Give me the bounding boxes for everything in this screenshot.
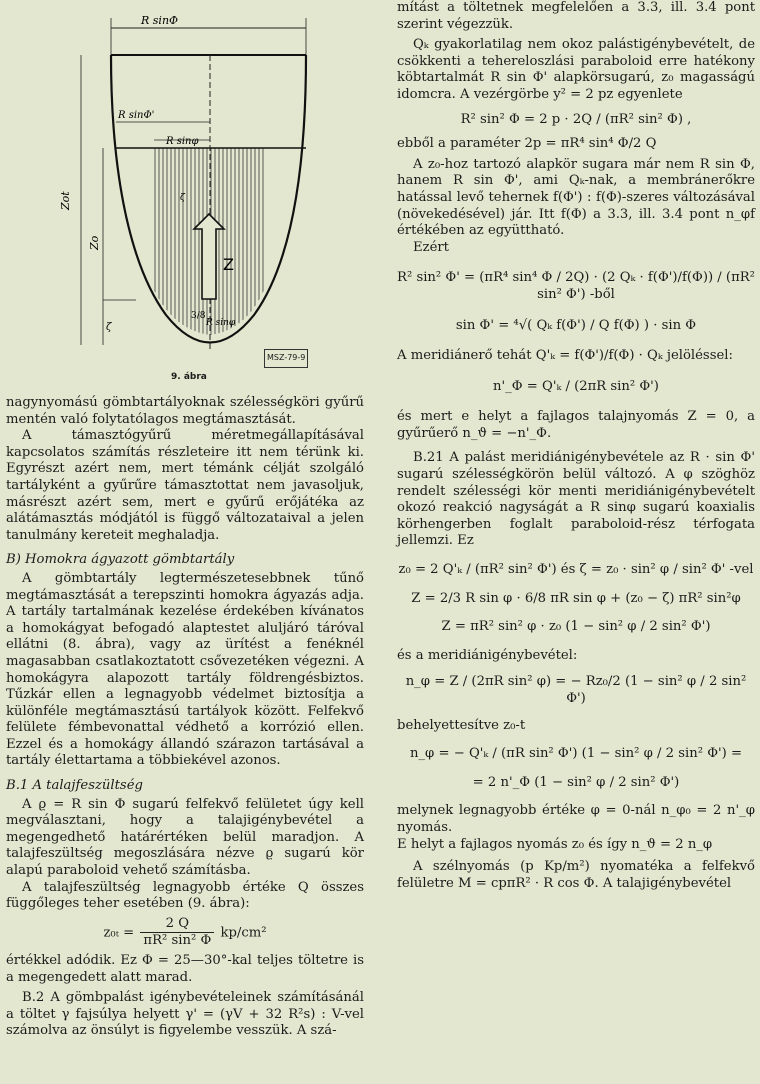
equation-10: n_φ = − Q'ₖ / (πR sin² Φ') (1 − sin² φ / 2 sin² Φ') =: [409, 746, 743, 762]
right-paragraph-2: Qₖ gyakorlatilag nem okoz palástigénybevételt, de csökkenti a tehereloszlási paraboloid erre hatékony köbtartalmát R sin Φ' alapkörsugarú, z₀ magasságú idomcra. A vezérgörbe y² = 2 pz egyenlete: [397, 37, 755, 102]
right-paragraph-8: B.21 A palást meridiánigénybevétele az R · sin Φ' sugarú szélességkörön belül változó. A φ szöghöz rendelt szélességi kör menti meridiánigénybevételt okozó reakció nagyságát a R sinφ sugarú koaxialis körhengerben foglalt paraboloid-rész térfogata jellemzi. Ez: [397, 450, 755, 549]
right-paragraph-7: és mert e helyt a fajlagos talajnyomás Z = 0, a gyűrűerő n_ϑ = −n'_Φ.: [397, 409, 755, 441]
right-paragraph-3: ebből a paraméter 2p = πR⁴ sin⁴ Φ/2 Q: [397, 136, 657, 152]
right-paragraph-12: E helyt a fajlagos nyomás z₀ és így n_ϑ = 2 n_φ: [397, 836, 713, 852]
label-r-sin-phi-top: R sinΦ: [141, 14, 179, 27]
left-paragraph-2: A támasztógyűrű méretmegállapításával kapcsolatos számítás részleteire itt nem térünk ki. Egyrészt azért nem, mert témánk célját szolgáló tartályként a gyűrűre támasztottat nem javasoljuk, másrészt azért sem, mert e gyűrű erőjátéka az alátámasztás módjától is függő változataival a jelen tanulmány kereteit meghaladja.: [6, 428, 364, 543]
right-paragraph-9: és a meridiánigénybevétel:: [397, 647, 578, 663]
right-paragraph-5: Ezért: [413, 239, 449, 255]
equation-11: = 2 n'_Φ (1 − sin² φ / 2 sin² Φ'): [472, 774, 680, 790]
eq1-unit: kp/cm²: [220, 925, 267, 941]
right-paragraph-11: melynek legnagyobb értéke φ = 0-nál n_φ₀ = 2 n'_φ nyomás.: [397, 803, 755, 835]
equation-6: z₀ = 2 Q'ₖ / (πR² sin² Φ') és ζ = z₀ · sin² φ / sin² Φ' -vel: [398, 562, 754, 578]
eq1-lhs: z₀ₜ =: [103, 925, 135, 941]
right-paragraph-1: mítást a töltetnek megfelelően a 3.3, ill. 3.4 pont szerint végezzük.: [397, 0, 755, 32]
left-column: [6, 0, 364, 1040]
label-three-eighths: 3/8: [191, 311, 206, 321]
figure-code: MSZ-79-9: [264, 349, 308, 368]
figure-drawing: [6, 0, 364, 395]
right-paragraph-13: A szélnyomás (p Kp/m²) nyomatéka a felfekvő felületre M = cpπR² · R cos Φ. A talajigénybevétel: [397, 859, 755, 891]
equation-3: R² sin² Φ' = (πR⁴ sin⁴ Φ / 2Q) · (2 Qₖ · f(Φ')/f(Φ)) / (πR² sin² Φ') -ből: [397, 270, 755, 302]
right-paragraph-4: A z₀-hoz tartozó alapkör sugara már nem R sin Φ, hanem R sin Φ', ami Qₖ-nak, a membránerőkre hatással levő tehernek f(Φ') : f(Φ)-szeres változásával (növekedésével) jár. Itt f(Φ) a 3.3, ill. 3.4 pont n_φf értékében az együttható.: [397, 156, 755, 239]
equation-5: n'_Φ = Q'ₖ / (2πR sin² Φ'): [493, 378, 659, 394]
left-paragraph-7: B.2 A gömbpalást igénybevételeinek számításánál a töltet γ fajsúlya helyett γ' = (γV + 32 R²s) : V-vel számolva az önsúlyt is figyelembe vesszük. A szá-: [6, 990, 364, 1039]
equation-7: Z = 2/3 R sin φ · 6/8 πR sin φ + (z₀ − ζ) πR² sin²φ: [411, 590, 741, 606]
equation-2: R² sin² Φ = 2 p · 2Q / (πR² sin² Φ) ,: [460, 111, 692, 127]
left-paragraph-3: A gömbtartály legtermészetesebbnek tűnő megtámasztását a terepszinti homokra ágyazás adja. A tartály tartalmának kezelése érdekében kívánatos a homokágyat befogadó alaptestet aluljáró táróval ellátni (8. ábra), vagy az ürítést a fenéknél magasabban csatlakoztatott csővezetéken végezni. A homokágyra alapozott tartály földrengésbiztos. Tűzkár ellen a legnagyobb védelmet biztosítja a különféle megtámasztású tartályok között. Felfekvő felülete fémbevonattal védhető a korrózió ellen. Ezzel és a homokágy állandó szárazon tartásával a tartály élettartama a többiekével azonos.: [6, 570, 364, 769]
right-paragraph-10: behelyettesítve z₀-t: [397, 717, 526, 733]
label-r-sin-phi-small: R sinφ: [166, 136, 199, 147]
left-paragraph-1: nagynyomású gömbtartályoknak szélességköri gyűrű mentén való folytatólagos megtámasztását.: [6, 395, 364, 427]
equation-8: Z = πR² sin² φ · z₀ (1 − sin² φ / 2 sin² Φ'): [441, 619, 711, 635]
eq1-denominator: πR² sin² Φ: [143, 933, 212, 949]
section-heading-b: B) Homokra ágyazott gömbtartály: [6, 552, 235, 568]
figure-9: [6, 0, 364, 395]
left-paragraph-6: értékkel adódik. Ez Φ = 25—30°-kal teljes töltetre is a megengedett alatt marad.: [6, 953, 364, 985]
figure-caption: 9. ábra: [171, 372, 207, 382]
label-zeta: ζ: [180, 193, 185, 203]
label-z-o: Zo: [88, 235, 101, 250]
right-column: [397, 0, 755, 892]
label-z-arrow: Z: [223, 255, 234, 274]
eq1-numerator: 2 Q: [140, 916, 214, 934]
left-paragraph-4: A ϱ = R sin Φ sugarú felfekvő felületet úgy kell megválasztani, hogy a talajigénybevétel a megengedhető határértéken belül maradjon. A talajfeszültség megoszlására nézve ϱ sugarú kör alapú paraboloid vehető számításba.: [6, 796, 364, 879]
left-paragraph-5: A talajfeszültség legnagyobb értéke Q összes függőleges teher esetében (9. ábra):: [6, 879, 364, 912]
equation-9: n_φ = Z / (2πR sin² φ) = − Rz₀/2 (1 − sin² φ / 2 sin² Φ'): [405, 674, 747, 706]
equation-4: sin Φ' = ⁴√( Qₖ f(Φ') / Q f(Φ) ) · sin Φ: [455, 317, 697, 333]
section-heading-b1: B.1 A talajfeszültség: [6, 778, 143, 794]
eq1-fraction: [140, 916, 214, 950]
right-paragraph-6: A meridiánerő tehát Q'ₖ = f(Φ')/f(Φ) · Qₖ jelöléssel:: [397, 348, 733, 364]
equation-z0t: [6, 916, 364, 950]
label-r-sin-phi-prime: R sinΦ': [118, 110, 155, 121]
label-r-sin-phi-bottom: R sinφ: [206, 318, 236, 328]
label-s: ζ: [106, 322, 112, 333]
label-z-ot: Zot: [59, 191, 72, 210]
